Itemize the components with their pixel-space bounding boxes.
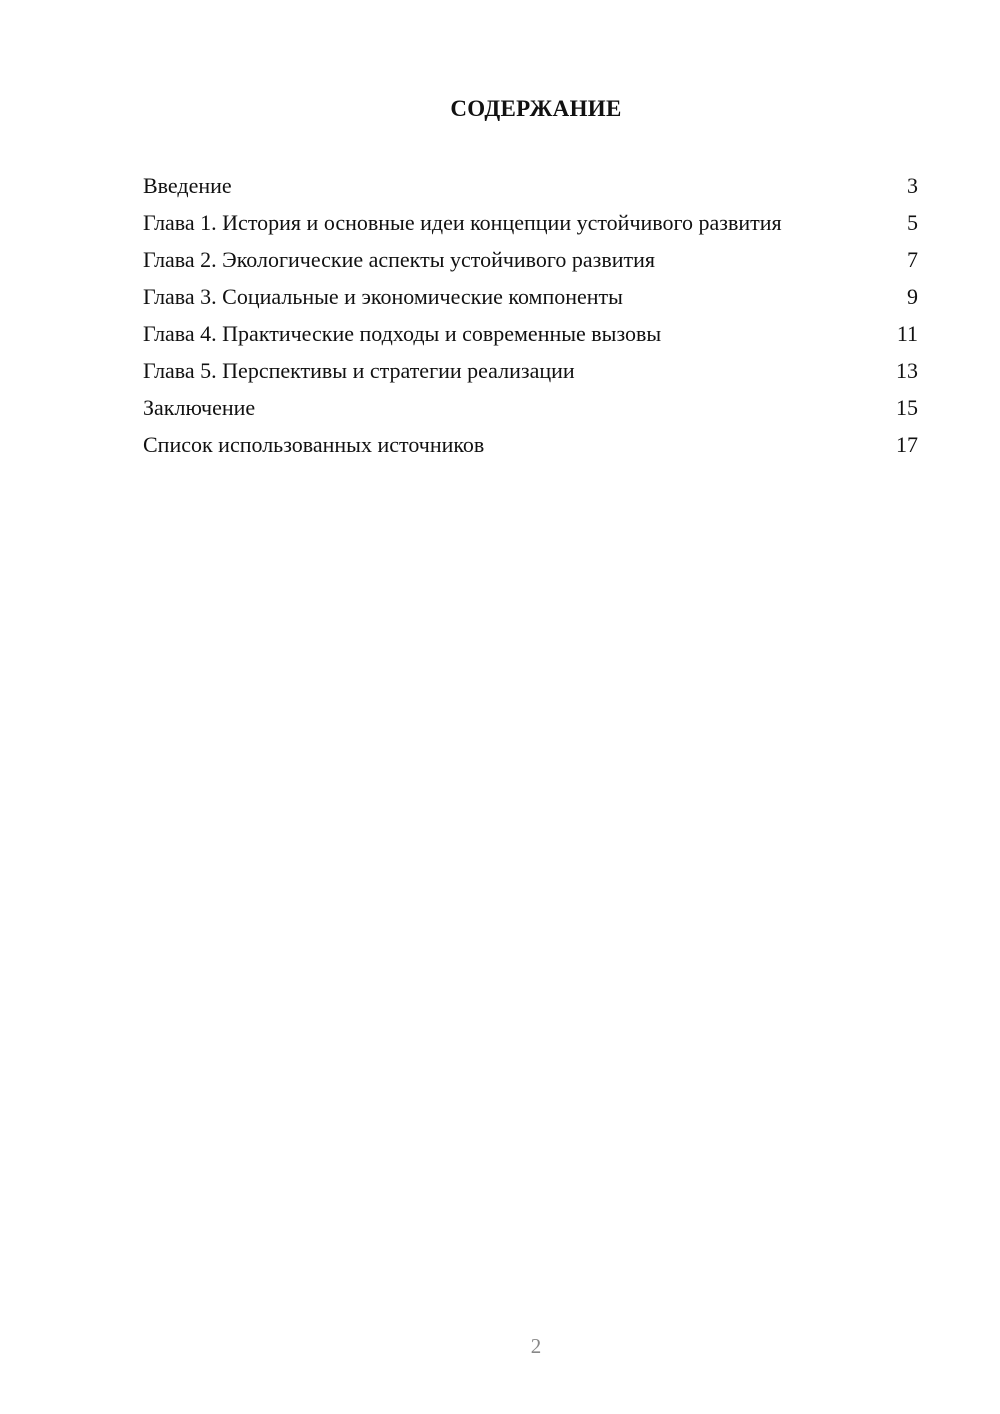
toc-entry-chapter-1[interactable] bbox=[143, 209, 918, 236]
toc-entry-label: Список использованных источников bbox=[143, 432, 485, 457]
toc-entry-page: 9 bbox=[907, 284, 918, 309]
toc-entry-page: 5 bbox=[907, 210, 918, 235]
toc-entry-chapter-3[interactable] bbox=[143, 283, 918, 310]
toc-entry-introduction[interactable] bbox=[143, 172, 918, 199]
toc-title: СОДЕРЖАНИЕ bbox=[450, 96, 622, 121]
toc-entry-page: 13 bbox=[896, 358, 918, 383]
toc-entry-label: Глава 1. История и основные идеи концепции устойчивого развития bbox=[143, 210, 782, 235]
toc-entry-page: 11 bbox=[896, 321, 918, 346]
toc-entry-page: 15 bbox=[896, 395, 918, 420]
toc-entry-page: 17 bbox=[896, 432, 918, 457]
toc-entry-chapter-4[interactable] bbox=[143, 320, 918, 347]
toc-list bbox=[143, 172, 918, 468]
toc-entry-label: Глава 5. Перспективы и стратегии реализации bbox=[143, 358, 575, 383]
toc-entry-page: 7 bbox=[907, 247, 918, 272]
toc-entry-label: Заключение bbox=[143, 395, 256, 420]
toc-entry-label: Глава 4. Практические подходы и современные вызовы bbox=[143, 321, 662, 346]
toc-entry-label: Введение bbox=[143, 173, 232, 198]
page-number: 2 bbox=[530, 1334, 542, 1358]
toc-entry-label: Глава 3. Социальные и экономические компоненты bbox=[143, 284, 623, 309]
toc-entry-page: 3 bbox=[907, 173, 918, 198]
toc-entry-label: Глава 2. Экологические аспекты устойчивого развития bbox=[143, 247, 656, 272]
toc-entry-chapter-2[interactable] bbox=[143, 246, 918, 273]
toc-entry-conclusion[interactable] bbox=[143, 394, 918, 421]
toc-entry-references[interactable] bbox=[143, 431, 918, 458]
toc-entry-chapter-5[interactable] bbox=[143, 357, 918, 384]
